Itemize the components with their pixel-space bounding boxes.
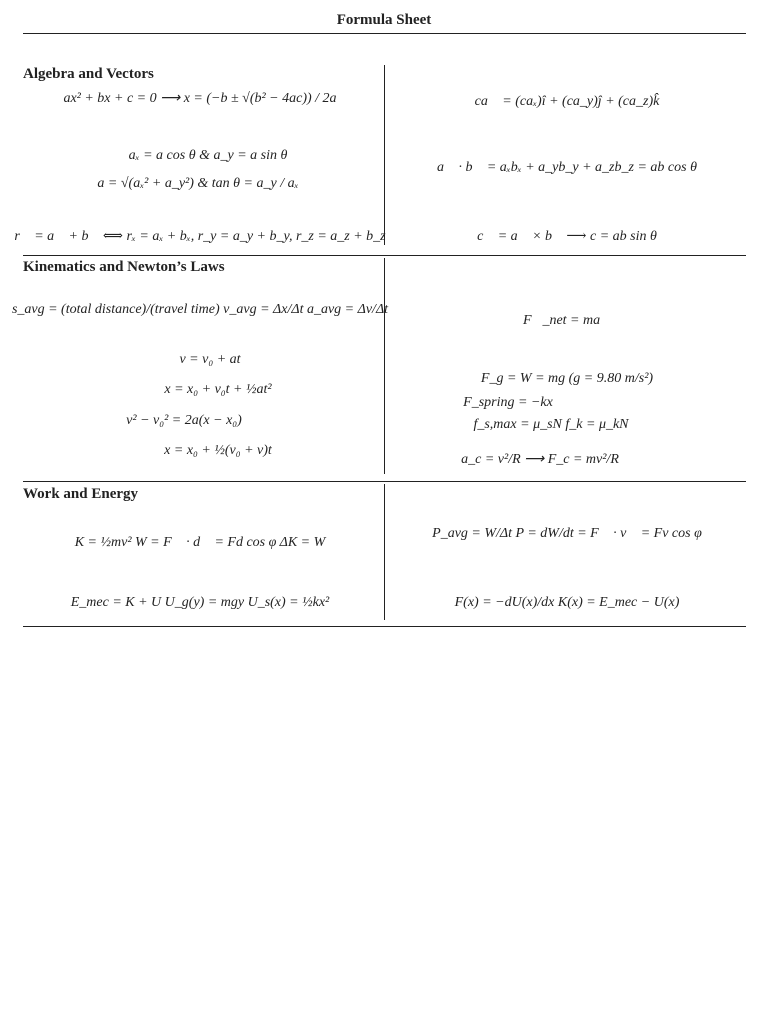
formula-vector-sum: r⃗ = a⃗ + b⃗ ⟺ rₓ = aₓ + bₓ, r_y = a_y + b_y, r_z = a_z + b_z xyxy=(14,229,386,244)
formula-gravity: F_g = W = mg (g = 9.80 m/s²) xyxy=(480,371,654,386)
formula-quadratic: ax² + bx + c = 0 ⟶ x = (−b ± √(b² − 4ac)) / 2a xyxy=(63,91,337,106)
formula-timeless: v² − v₀² = 2a(x − x₀) xyxy=(126,413,242,428)
column-divider xyxy=(384,258,385,474)
formula-magnitude: a = √(aₓ² + a_y²) & tan θ = a_y / aₓ xyxy=(97,176,299,191)
formula-newton-second-law: F⃗_net = ma⃗ xyxy=(523,313,611,328)
column-divider xyxy=(384,65,385,245)
formula-work-energy: K = ½mv² W = F⃗ · d⃗ = Fd cos φ ΔK = W xyxy=(74,535,326,550)
section-title-algebra: Algebra and Vectors xyxy=(23,66,154,82)
formula-mechanical-energy: E_mec = K + U U_g(y) = mgy U_s(x) = ½kx² xyxy=(70,595,330,610)
formula-cross-product: c⃗ = a⃗ × b⃗ ⟶ c = ab sin θ xyxy=(477,229,657,244)
section-title-kinematics: Kinematics and Newton’s Laws xyxy=(23,259,225,275)
section-rule xyxy=(23,481,746,482)
formula-position: x = x₀ + v₀t + ½at² xyxy=(164,382,272,397)
formula-centripetal: a_c = v²/R ⟶ F_c = mv²/R xyxy=(461,452,619,467)
section-rule xyxy=(23,255,746,256)
formula-dot-product: a⃗ · b⃗ = aₓbₓ + a_yb_y + a_zb_z = ab cos θ xyxy=(437,160,697,175)
formula-power: P_avg = W/Δt P = dW/dt = F⃗ · v⃗ = Fv cos φ xyxy=(432,526,702,541)
page-title: Formula Sheet xyxy=(336,12,432,28)
formula-scalar-multiple: ca⃗ = (caₓ)î + (ca_y)ĵ + (ca_z)k̂ xyxy=(474,94,660,109)
formula-velocity: v = v₀ + at xyxy=(179,352,241,367)
bottom-rule xyxy=(23,626,746,627)
section-title-work-energy: Work and Energy xyxy=(23,486,139,502)
title-rule xyxy=(23,33,746,34)
column-divider xyxy=(384,484,385,620)
formula-components: aₓ = a cos θ & a_y = a sin θ xyxy=(128,148,288,163)
formula-average-velocity: x = x₀ + ½(v₀ + v)t xyxy=(164,443,272,458)
formula-friction: f_s,max = μ_sN f_k = μ_kN xyxy=(473,417,629,432)
formula-force-potential: F(x) = −dU(x)/dx K(x) = E_mec − U(x) xyxy=(454,595,680,610)
formula-averages: s_avg = (total distance)/(travel time) v_avg = Δx/Δt a_avg = Δv/Δt xyxy=(11,302,389,317)
formula-spring: F_spring = −kx xyxy=(463,395,553,410)
